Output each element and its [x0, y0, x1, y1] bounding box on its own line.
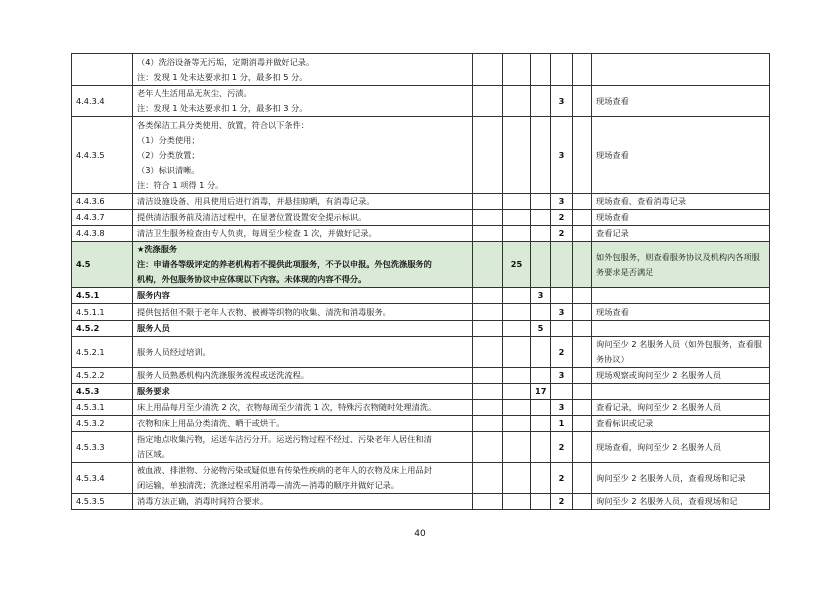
table-row	[72, 304, 770, 321]
empty-cell	[573, 368, 592, 384]
item-code: 4.5.3.2	[72, 416, 133, 432]
subtotal-score	[531, 368, 551, 384]
check-method: 现场查看	[592, 117, 770, 194]
item-code: 4.4.3.4	[72, 86, 133, 117]
item-code: 4.5.1	[72, 288, 133, 304]
item-code: 4.4.3.5	[72, 117, 133, 194]
empty-cell	[473, 242, 503, 288]
table-row	[72, 494, 770, 510]
table-row	[72, 54, 770, 86]
empty-cell	[473, 368, 503, 384]
subtotal-score	[531, 416, 551, 432]
content-line: 注：申请各等级评定的养老机构若不提供此项服务，不予以申报。外包洗涤服务的	[137, 259, 432, 269]
content-line: 老年人生活用品无灰尘、污渍。	[137, 88, 252, 98]
empty-cell	[473, 432, 503, 463]
empty-cell	[573, 54, 592, 86]
content-line: 指定地点收集污物，运送车洁污分开。运送污物过程不经过、污染老年人居住和清	[137, 434, 432, 444]
content-line: 各类保洁工具分类使用、放置，符合以下条件：	[137, 119, 309, 130]
item-score: 1	[551, 416, 573, 432]
item-content	[133, 463, 473, 494]
content-line: ★洗涤服务	[137, 244, 178, 254]
empty-cell	[573, 288, 592, 304]
item-score: 3	[551, 194, 573, 210]
content-line: 注：发现 1 处未达要求扣 1 分，最多扣 3 分。	[137, 103, 308, 113]
item-score	[551, 242, 573, 288]
content-line: 清洁设施设备、用具使用后进行消毒，并悬挂晾晒，有消毒记录。	[137, 196, 375, 206]
content-line: 消毒方法正确，消毒时间符合要求。	[137, 496, 269, 506]
subtotal-score	[531, 400, 551, 416]
empty-cell	[573, 304, 592, 321]
empty-cell	[473, 416, 503, 432]
table-row	[72, 337, 770, 368]
total-score	[503, 416, 531, 432]
item-score: 2	[551, 337, 573, 368]
item-content	[133, 54, 473, 86]
subtotal-score	[531, 432, 551, 463]
empty-cell	[473, 304, 503, 321]
empty-cell	[473, 117, 503, 194]
item-content	[133, 210, 473, 226]
page-number: 40	[414, 529, 426, 539]
item-score	[551, 384, 573, 400]
content-line: 注：发现 1 处未达要求扣 1 分，最多扣 5 分。	[137, 71, 308, 82]
item-content	[133, 304, 473, 321]
item-code: 4.5.3.1	[72, 400, 133, 416]
item-content	[133, 117, 473, 194]
check-method: 现场查看	[592, 210, 770, 226]
total-score	[503, 288, 531, 304]
content-line: 机构，外包服务协议中应体现以下内容。未体现的内容不得分。	[137, 274, 367, 284]
item-score	[551, 288, 573, 304]
table-body	[72, 54, 770, 510]
empty-cell	[573, 384, 592, 400]
table-row	[72, 242, 770, 288]
item-code: 4.5.3	[72, 384, 133, 400]
empty-cell	[473, 384, 503, 400]
total-score	[503, 117, 531, 194]
content-line: 服务人员经过培训。	[137, 346, 211, 357]
content-line: 提供包括但不限于老年人衣物、被褥等织物的收集、清洗和消毒服务。	[137, 306, 391, 317]
evaluation-table	[71, 53, 770, 510]
item-code: 4.5.2.2	[72, 368, 133, 384]
table-row	[72, 432, 770, 463]
check-method: 询问至少 2 名服务人员，查看现场和记录	[592, 463, 770, 494]
empty-cell	[473, 210, 503, 226]
empty-cell	[473, 337, 503, 368]
empty-cell	[473, 226, 503, 242]
item-code: 4.5.3.3	[72, 432, 133, 463]
item-content	[133, 494, 473, 510]
item-content	[133, 86, 473, 117]
item-score: 2	[551, 494, 573, 510]
total-score	[503, 321, 531, 337]
item-code: 4.4.3.6	[72, 194, 133, 210]
total-score	[503, 400, 531, 416]
empty-cell	[573, 463, 592, 494]
content-line: 服务要求	[137, 386, 170, 396]
table-row	[72, 321, 770, 337]
total-score	[503, 494, 531, 510]
content-line: 清洁卫生服务检查由专人负责，每周至少检查 1 次，并做好记录。	[137, 228, 377, 238]
content-line: 服务内容	[137, 290, 170, 300]
table-row	[72, 117, 770, 194]
empty-cell	[573, 432, 592, 463]
item-score: 3	[551, 368, 573, 384]
item-score	[551, 321, 573, 337]
check-method	[592, 54, 770, 86]
item-score: 2	[551, 210, 573, 226]
empty-cell	[573, 194, 592, 210]
empty-cell	[473, 194, 503, 210]
empty-cell	[573, 494, 592, 510]
item-content	[133, 400, 473, 416]
item-code: 4.5.2	[72, 321, 133, 337]
total-score	[503, 54, 531, 86]
item-content	[133, 242, 473, 288]
check-method: 如外包服务，则查看服务协议及机构内各项服务要求是否满足	[592, 242, 770, 288]
content-line: 服务人员	[137, 323, 170, 333]
item-code: 4.5	[72, 242, 133, 288]
table-row	[72, 226, 770, 242]
subtotal-score	[531, 304, 551, 321]
empty-cell	[573, 400, 592, 416]
subtotal-score	[531, 226, 551, 242]
subtotal-score	[531, 117, 551, 194]
subtotal-score	[531, 54, 551, 86]
empty-cell	[473, 321, 503, 337]
table-row	[72, 194, 770, 210]
item-content	[133, 194, 473, 210]
item-code	[72, 54, 133, 86]
table-row	[72, 400, 770, 416]
total-score	[503, 304, 531, 321]
subtotal-score	[531, 194, 551, 210]
content-line: （3）标识清晰。	[137, 164, 200, 175]
total-score	[503, 432, 531, 463]
item-content	[133, 368, 473, 384]
total-score	[503, 226, 531, 242]
item-score: 2	[551, 226, 573, 242]
subtotal-score: 3	[531, 288, 551, 304]
check-method	[592, 384, 770, 400]
empty-cell	[473, 54, 503, 86]
item-score: 2	[551, 432, 573, 463]
content-line: 洁区域。	[137, 449, 170, 459]
content-line: （1）分类使用；	[137, 134, 200, 145]
content-line: 提供清洁服务前及清洁过程中，在显著位置设置安全提示标识。	[137, 212, 367, 222]
subtotal-score	[531, 86, 551, 117]
total-score	[503, 384, 531, 400]
content-line: 注：符合 1 项得 1 分。	[137, 179, 224, 190]
total-score	[503, 337, 531, 368]
check-method: 现场查看、查看消毒记录	[592, 194, 770, 210]
content-line: 闭运输，单独清洗；洗涤过程采用消毒—清洗—消毒的顺序并做好记录。	[137, 480, 400, 490]
item-content	[133, 321, 473, 337]
subtotal-score	[531, 463, 551, 494]
check-method: 查看记录，询问至少 2 名服务人员	[592, 400, 770, 416]
empty-cell	[573, 226, 592, 242]
check-method	[592, 288, 770, 304]
total-score	[503, 210, 531, 226]
subtotal-score: 17	[531, 384, 551, 400]
content-line: （2）分类放置；	[137, 149, 200, 160]
check-method: 询问至少 2 名服务人员，查看现场和记	[592, 494, 770, 510]
total-score	[503, 86, 531, 117]
content-line: （4）洗浴设备等无污垢，定期消毒并做好记录。	[137, 56, 315, 67]
table-row	[72, 384, 770, 400]
table-row	[72, 288, 770, 304]
item-score: 3	[551, 117, 573, 194]
item-content	[133, 384, 473, 400]
item-content	[133, 416, 473, 432]
table-row	[72, 416, 770, 432]
check-method: 现场观察或询问至少 2 名服务人员	[592, 368, 770, 384]
item-code: 4.5.3.5	[72, 494, 133, 510]
subtotal-score	[531, 337, 551, 368]
item-code: 4.5.1.1	[72, 304, 133, 321]
table-row	[72, 210, 770, 226]
check-method	[592, 321, 770, 337]
item-code: 4.5.3.4	[72, 463, 133, 494]
subtotal-score	[531, 242, 551, 288]
total-score	[503, 194, 531, 210]
item-content	[133, 337, 473, 368]
total-score: 25	[503, 242, 531, 288]
subtotal-score	[531, 494, 551, 510]
item-score	[551, 54, 573, 86]
empty-cell	[573, 117, 592, 194]
content-line: 被血液、排泄物、分泌物污染或疑似患有传染性疾病的老年人的衣物及床上用品封	[137, 465, 432, 475]
content-line: 服务人员熟悉机构内洗涤服务流程或送洗流程。	[137, 370, 309, 380]
check-method: 查看记录	[592, 226, 770, 242]
item-content	[133, 226, 473, 242]
table-row	[72, 86, 770, 117]
empty-cell	[573, 86, 592, 117]
content-line: 床上用品每月至少清洗 2 次，衣物每周至少清洗 1 次，特殊污衣物随时处理清洗。	[137, 402, 437, 412]
item-score: 3	[551, 86, 573, 117]
subtotal-score: 5	[531, 321, 551, 337]
item-score: 3	[551, 304, 573, 321]
item-score: 2	[551, 463, 573, 494]
check-method: 现场查看，询问至少 2 名服务人员	[592, 432, 770, 463]
content-line: 衣物和床上用品分类清洗、晒干或烘干。	[137, 418, 285, 428]
empty-cell	[573, 210, 592, 226]
empty-cell	[573, 337, 592, 368]
empty-cell	[473, 86, 503, 117]
item-content	[133, 288, 473, 304]
total-score	[503, 368, 531, 384]
empty-cell	[573, 321, 592, 337]
empty-cell	[473, 494, 503, 510]
item-score: 3	[551, 400, 573, 416]
item-content	[133, 432, 473, 463]
subtotal-score	[531, 210, 551, 226]
table-row	[72, 463, 770, 494]
check-method: 现场查看	[592, 304, 770, 321]
empty-cell	[473, 400, 503, 416]
empty-cell	[473, 463, 503, 494]
check-method: 现场查看	[592, 86, 770, 117]
total-score	[503, 463, 531, 494]
item-code: 4.4.3.7	[72, 210, 133, 226]
table-row	[72, 368, 770, 384]
check-method: 询问至少 2 名服务人员（如外包服务，查看服务协议）	[592, 337, 770, 368]
item-code: 4.5.2.1	[72, 337, 133, 368]
check-method: 查看标识或记录	[592, 416, 770, 432]
empty-cell	[473, 288, 503, 304]
empty-cell	[573, 242, 592, 288]
item-code: 4.4.3.8	[72, 226, 133, 242]
empty-cell	[573, 416, 592, 432]
